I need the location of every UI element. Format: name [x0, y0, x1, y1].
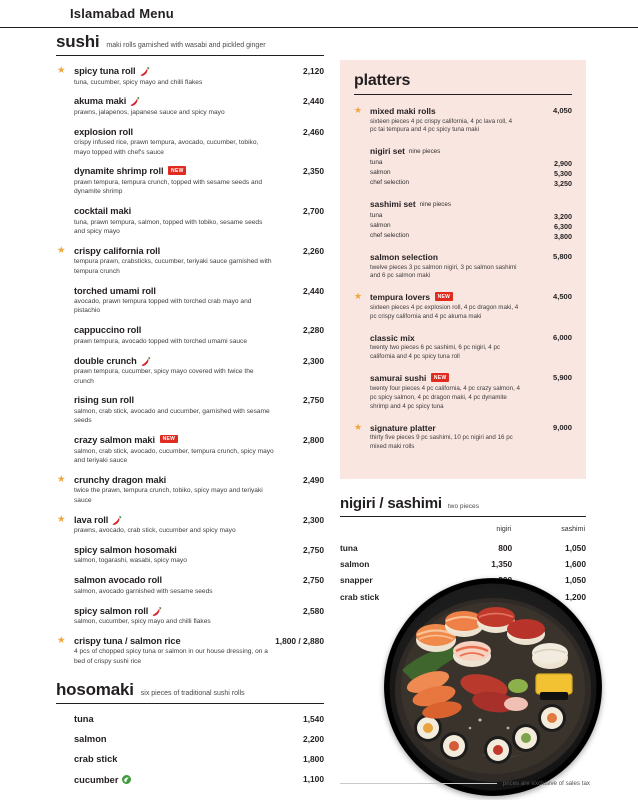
menu-item — [56, 435, 324, 465]
col-header-sashimi: sashimi — [561, 526, 585, 534]
menu-item-name-row — [74, 356, 324, 366]
nigiri-subtitle: two pieces — [447, 503, 479, 511]
new-badge: NEW — [168, 166, 186, 174]
platter-name: tempura lovers — [370, 292, 431, 303]
platter-item — [354, 292, 572, 321]
menu-item-description: twice the prawn, tempura crunch, tobiko, spicy mayo and teriyaki sauce — [74, 487, 263, 504]
menu-item-description: prawns, avocado, crab stick, cucumber and spicy mayo — [74, 527, 236, 535]
platter-price: 9,000 — [552, 422, 572, 432]
platter-name-row — [370, 106, 572, 116]
menu-item — [56, 325, 324, 346]
table-row — [340, 539, 586, 555]
platter-subrow-price: 5,300 — [554, 169, 572, 179]
menu-item-name-row — [74, 206, 324, 216]
chilli-icon — [130, 97, 140, 107]
platter-subtitle: nine pieces — [419, 200, 451, 208]
menu-item-price: 2,750 — [303, 575, 324, 586]
menu-item-price: 2,460 — [303, 126, 324, 137]
sushi-section-head — [56, 32, 324, 52]
menu-item-name: cocktail maki — [74, 206, 132, 217]
menu-item-name-row — [74, 66, 324, 76]
menu-item-name: crunchy dragon maki — [74, 474, 167, 485]
new-badge: NEW — [160, 435, 178, 443]
menu-item-name: torched umami roll — [74, 285, 156, 296]
platter-name: classic mix — [370, 332, 415, 343]
row-label: crab stick — [340, 591, 380, 602]
platter-description: twenty two pieces 6 pc sashimi, 6 pc nigiri, 4 pc california and 4 pc spicy tuna roll — [370, 344, 500, 361]
row-sashimi-price: 1,050 — [565, 575, 586, 586]
menu-item — [56, 606, 324, 627]
platter-item — [354, 373, 572, 411]
platter-description: twenty four pieces 4 pc california, 4 pc crazy salmon, 4 pc spicy salmon, 4 pc dragon maki, 4 pc dynamite shrimp and 4 pc spicy tuna — [370, 384, 520, 410]
menu-item-name: crispy tuna / salmon rice — [74, 635, 181, 646]
new-badge: NEW — [431, 373, 449, 381]
hosomaki-price: 2,200 — [303, 734, 324, 745]
platter-name-row — [370, 252, 572, 262]
menu-item-name-row — [74, 435, 324, 445]
table-row — [340, 556, 586, 572]
menu-item-price: 2,750 — [303, 544, 324, 555]
menu-item-description: salmon, cucumber, spicy mayo and chilli flakes — [74, 618, 211, 626]
platter-description: twelve pieces 3 pc salmon nigiri, 3 pc salmon sashimi and 6 pc salmon maki — [370, 263, 517, 280]
platter-item — [354, 146, 572, 188]
menu-item-name: salmon avocado roll — [74, 575, 162, 586]
menu-item-description: crispy infused rice, prawn tempura, avocado, cucumber, tobiko, mayo topped with chef's sauce — [74, 139, 259, 156]
right-column — [340, 60, 586, 605]
platter-subrow — [370, 211, 572, 221]
chilli-icon — [152, 607, 162, 617]
platter-price: 4,500 — [552, 292, 572, 302]
platter-name-row — [370, 333, 572, 343]
star-icon: ★ — [57, 473, 66, 485]
platter-subrow-price: 3,250 — [554, 179, 572, 189]
star-icon: ★ — [57, 244, 66, 256]
menu-item-description: 4 pcs of chopped spicy tuna or salmon in our house dressing, on a bed of crispy sushi rice — [74, 648, 268, 665]
hosomaki-row — [56, 734, 324, 744]
star-icon: ★ — [57, 634, 66, 646]
menu-item-description: tuna, cucumber, spicy mayo and chilli flakes — [74, 78, 203, 86]
plate — [384, 578, 602, 796]
hosomaki-name: salmon — [74, 734, 107, 745]
platter-subrow — [370, 168, 572, 178]
nigiri-section-head — [340, 495, 586, 512]
platter-subrow-label: tuna — [370, 212, 383, 220]
platter-name-row — [370, 146, 572, 156]
platter-name-row — [370, 292, 572, 302]
row-label: salmon — [340, 558, 370, 569]
star-icon: ★ — [354, 291, 363, 302]
menu-item-price: 2,440 — [303, 96, 324, 107]
hosomaki-price: 1,540 — [303, 714, 324, 725]
menu-item-price: 2,750 — [303, 395, 324, 406]
chilli-icon — [112, 516, 122, 526]
menu-item-price: 2,120 — [303, 66, 324, 76]
menu-item — [56, 515, 324, 536]
page-title: Islamabad Menu — [70, 6, 174, 21]
menu-item-name-row — [74, 127, 324, 137]
sushi-subtitle: maki rolls garnished with wasabi and pickled ginger — [106, 42, 266, 49]
row-label: snapper — [340, 575, 373, 586]
menu-item-name-row — [74, 475, 324, 485]
menu-item — [56, 246, 324, 276]
row-sashimi-price: 1,600 — [565, 558, 586, 569]
platter-name: signature platter — [370, 422, 436, 433]
platter-subrow-label: salmon — [370, 222, 391, 230]
sushi-section — [56, 32, 324, 666]
platter-description: sixteen pieces 4 pc crispy california, 4 pc lava roll, 4 pc tai tempura and 4 pc spicy tuna maki — [370, 117, 513, 134]
menu-item-name: explosion roll — [74, 126, 134, 137]
menu-item-description: avocado, prawn tempura topped with torched crab mayo and pistachio — [74, 298, 252, 315]
platter-subrow-label: chef selection — [370, 232, 410, 240]
menu-item-name-row — [74, 395, 324, 405]
platter-subrow-price: 6,300 — [554, 222, 572, 232]
menu-item-price: 2,490 — [303, 474, 324, 485]
star-icon: ★ — [57, 65, 66, 76]
menu-item-name: dynamite shrimp roll — [74, 166, 164, 177]
platter-subrow-label: tuna — [370, 159, 383, 167]
platter-item — [354, 199, 572, 241]
row-sashimi-price: 1,050 — [565, 542, 586, 553]
menu-item-name-row — [74, 286, 324, 296]
hosomaki-row — [56, 714, 324, 724]
hosomaki-name: crab stick — [74, 754, 118, 765]
row-label: tuna — [340, 542, 358, 553]
hosomaki-row — [56, 774, 324, 785]
leaf-icon — [122, 775, 131, 784]
menu-item-price: 2,440 — [303, 285, 324, 296]
menu-item — [56, 545, 324, 566]
menu-item-name: spicy salmon hosomaki — [74, 544, 177, 555]
platter-price: 5,900 — [552, 373, 572, 383]
hosomaki-title: hosomaki — [56, 680, 134, 700]
platter-name: nigiri set — [370, 146, 405, 157]
menu-item-price: 2,260 — [303, 245, 324, 256]
divider — [56, 703, 324, 704]
star-icon: ★ — [354, 421, 363, 432]
platter-item — [354, 333, 572, 362]
menu-item-name: double crunch — [74, 355, 137, 366]
menu-item-description: prawn tempura, tempura crunch, topped with sesame seeds and dynamite shrimp — [74, 178, 263, 196]
platter-subrow — [370, 221, 572, 231]
platter-name: salmon selection — [370, 252, 438, 262]
star-icon: ★ — [57, 513, 66, 525]
hosomaki-price: 1,800 — [303, 754, 324, 765]
menu-item-name-row — [74, 166, 324, 176]
menu-item — [56, 636, 324, 666]
footer-note — [340, 780, 590, 787]
menu-item-description: prawn tempura, avocado topped with torched umami sauce — [74, 337, 247, 345]
platter-name-row — [370, 423, 572, 433]
menu-item — [56, 206, 324, 236]
menu-item — [56, 286, 324, 316]
chilli-icon — [141, 357, 151, 367]
menu-item — [56, 166, 324, 196]
platter-price: 5,800 — [552, 252, 572, 261]
divider — [354, 94, 572, 95]
menu-item-price: 2,580 — [303, 605, 324, 616]
platters-section — [340, 60, 586, 479]
platter-subrow-label: chef selection — [370, 179, 410, 187]
menu-item-price: 2,350 — [303, 166, 324, 177]
menu-item — [56, 96, 324, 117]
menu-item-price: 2,280 — [303, 325, 324, 336]
platters-title: platters — [354, 72, 411, 89]
menu-item-price: 1,800 / 2,880 — [275, 635, 324, 646]
menu-item-price: 2,300 — [303, 514, 324, 525]
menu-item-description: salmon, crab stick, avocado and cucumber, garnished with sesame seeds — [74, 407, 270, 425]
menu-item-description: tempura prawn, crabsticks, cucumber, teriyaki sauce garnished with tempura crunch — [74, 258, 272, 275]
platter-name: mixed maki rolls — [370, 106, 436, 116]
menu-item — [56, 475, 324, 505]
platter-item — [354, 106, 572, 135]
menu-item — [56, 395, 324, 425]
platter-name: samurai sushi — [370, 373, 427, 384]
platter-subrow — [370, 231, 572, 241]
sushi-title: sushi — [56, 32, 100, 51]
menu-item-description: salmon, crab stick, avocado, cucumber, tempura crunch, spicy mayo and teriyaki sauce — [74, 447, 274, 464]
platter-description: sixteen pieces 4 pc explosion roll, 4 pc dragon maki, 4 pc crispy california and 4 pc akuma maki — [370, 303, 519, 320]
page-header — [0, 0, 638, 28]
star-icon: ★ — [354, 105, 363, 115]
menu-item-name-row — [74, 515, 324, 525]
platter-subrow-price: 3,800 — [554, 232, 572, 242]
platter-subrow-price: 3,200 — [554, 212, 572, 222]
menu-item-name: rising sun roll — [74, 395, 134, 406]
platter-name-row — [370, 199, 572, 209]
hosomaki-row — [56, 754, 324, 764]
footer-divider — [340, 783, 497, 784]
hosomaki-price: 1,100 — [303, 774, 324, 785]
menu-item-price: 2,300 — [303, 355, 324, 366]
hosomaki-name: tuna — [74, 714, 94, 725]
menu-item-name-row — [74, 606, 324, 616]
row-nigiri-price: 800 — [498, 542, 513, 553]
platter-subrow — [370, 178, 572, 188]
menu-item-name: cappuccino roll — [74, 325, 142, 336]
sushi-item-list — [56, 66, 324, 666]
menu-item-description: prawn tempura, cucumber, spicy mayo covered with twice the crunch — [74, 368, 254, 385]
divider — [56, 55, 324, 56]
platter-subtitle: nine pieces — [408, 147, 441, 155]
footer-text: prices are exclusive of sales tax — [502, 780, 590, 787]
platter-subrow — [370, 158, 572, 168]
platter-name-row — [370, 373, 572, 383]
menu-item — [56, 575, 324, 596]
menu-item-name: crispy california roll — [74, 245, 161, 256]
menu-item-description: prawns, jalapenos, japanese sauce and spicy mayo — [74, 108, 225, 116]
platter-item — [354, 423, 572, 452]
platter-subrow-price: 2,900 — [554, 159, 572, 169]
menu-item-price: 2,800 — [303, 435, 324, 446]
sushi-platter-photo — [384, 578, 602, 796]
menu-item-name: lava roll — [74, 514, 109, 525]
menu-item-name-row — [74, 246, 324, 256]
menu-item-name: spicy salmon roll — [74, 605, 149, 616]
menu-item-name-row — [74, 325, 324, 335]
chilli-icon — [140, 67, 150, 77]
menu-item-name: spicy tuna roll — [74, 66, 136, 76]
table-header-row — [340, 525, 586, 539]
menu-item — [56, 66, 324, 87]
row-sashimi-price: 1,200 — [565, 591, 586, 602]
sushi-illustration — [384, 578, 602, 796]
menu-item-name-row — [74, 545, 324, 555]
platter-name: sashimi set — [370, 199, 416, 210]
hosomaki-section — [56, 680, 324, 785]
menu-item-name: akuma maki — [74, 96, 127, 107]
platter-subrows — [370, 158, 572, 188]
menu-item — [56, 127, 324, 157]
divider — [340, 516, 586, 517]
platters-item-list — [354, 106, 572, 452]
menu-item-description: tuna, prawn tempura, salmon, topped with tobiko, sesame seeds and spicy mayo — [74, 218, 263, 236]
platter-subrow-label: salmon — [370, 169, 391, 177]
hosomaki-item-list — [56, 714, 324, 785]
platter-description: thirty five pieces 9 pc sashimi, 10 pc nigiri and 16 pc mixed maki rolls — [370, 434, 513, 451]
hosomaki-name: cucumber — [74, 775, 119, 786]
left-column — [56, 32, 324, 795]
hosomaki-subtitle: six pieces of traditional sushi rolls — [140, 690, 245, 698]
menu-item-name-row — [74, 575, 324, 585]
platter-price: 6,000 — [552, 332, 572, 342]
platter-item — [354, 252, 572, 281]
platter-price: 4,050 — [552, 106, 572, 115]
hosomaki-section-head — [56, 680, 324, 700]
menu-item — [56, 356, 324, 386]
menu-item-price: 2,700 — [303, 206, 324, 217]
platter-subrows — [370, 211, 572, 241]
new-badge: NEW — [435, 292, 453, 300]
menu-item-name: crazy salmon maki — [74, 435, 155, 446]
col-header-item — [340, 525, 452, 539]
menu-item-description: salmon, avocado garnished with sesame seeds — [74, 587, 213, 595]
row-nigiri-price: 1,350 — [491, 558, 513, 569]
menu-item-name-row — [74, 96, 324, 106]
nigiri-title: nigiri / sashimi — [340, 495, 442, 513]
menu-item-description: salmon, togarashi, wasabi, spicy mayo — [74, 557, 187, 565]
col-header-nigiri: nigiri — [496, 526, 512, 534]
